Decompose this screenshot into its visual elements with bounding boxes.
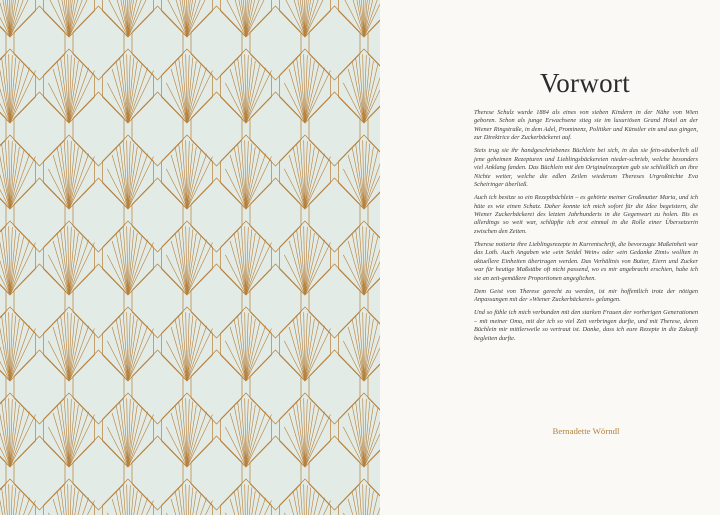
pattern-line [10, 240, 30, 295]
pattern-line [187, 412, 207, 467]
pattern-hexagon [368, 436, 380, 510]
pattern-hexagon [73, 264, 124, 338]
pattern-line [0, 491, 10, 515]
pattern-hexagon [132, 178, 183, 252]
pattern-line [246, 240, 266, 295]
pattern-line [175, 147, 187, 209]
pattern-line [107, 83, 128, 123]
pattern-line [10, 323, 24, 381]
pattern-line [128, 485, 130, 515]
pattern-line [187, 485, 189, 515]
pattern-line [69, 409, 83, 467]
pattern-line [364, 0, 380, 37]
pattern-line [293, 61, 305, 123]
pattern-hexagon [132, 436, 183, 510]
pattern-line [284, 169, 305, 209]
pattern-line [293, 319, 305, 381]
pattern-hexagon [309, 350, 360, 424]
pattern-line [364, 323, 378, 381]
pattern-line [305, 326, 325, 381]
pattern-line [225, 427, 246, 467]
pattern-hexagon [73, 178, 124, 252]
paragraph: Stets trug sie ihr handgeschriebenes Büchlein bei sich, in das sie fein-säuberlich all jene geheimen Rezepturen und Lieblingsbäckereien nieder-schrieb, welche besonders viel Anklang fanden. Das Büchlein mit den Originalrezepten gab sie schließlich an ihre Nichte weiter, welche die edlen Zeilen wiederum Thereses Urgroßnichte Eva Scheiringer überließ. [474, 147, 698, 189]
pattern-line [69, 0, 95, 37]
pattern-line [10, 488, 16, 515]
pattern-line [363, 484, 364, 515]
pattern-line [69, 68, 89, 123]
pattern-hexagon [132, 264, 183, 338]
pattern-hexagon [250, 350, 301, 424]
pattern-line [225, 83, 246, 123]
pattern-line [9, 484, 10, 515]
pattern-line [305, 0, 331, 37]
pattern-line [187, 65, 201, 123]
pattern-line [166, 341, 187, 381]
pattern-line [10, 409, 24, 467]
pattern-line [305, 154, 325, 209]
pattern-line [305, 151, 319, 209]
pattern-hexagon [14, 350, 65, 424]
pattern-line [246, 323, 260, 381]
pattern-hexagon [368, 350, 380, 424]
pattern-line [128, 151, 142, 209]
pattern-hexagon [250, 6, 301, 80]
pattern-hexagon [73, 6, 124, 80]
pattern-line [48, 427, 69, 467]
pattern-line [305, 488, 311, 515]
pattern-line [305, 240, 325, 295]
page-title: Vorwort [539, 68, 631, 98]
pattern-line [352, 61, 364, 123]
pattern-line [284, 341, 305, 381]
pattern-line [127, 484, 128, 515]
pattern-line [57, 147, 69, 209]
pattern-line [128, 409, 142, 467]
pattern-line [116, 61, 128, 123]
pattern-line [364, 237, 378, 295]
pattern-line [69, 237, 83, 295]
pattern-hexagon [368, 264, 380, 338]
pattern-line [107, 427, 128, 467]
pattern-line [68, 484, 69, 515]
paragraph: Dem Geist von Therese gerecht zu werden, ist mir hoffentlich trotz der nötigen Anpassungen mit der »Wiener Zuckerbäckerei« gelangen. [474, 287, 698, 304]
pattern-line [293, 491, 305, 515]
pattern-line [10, 151, 24, 209]
pattern-line [364, 151, 378, 209]
pattern-line [305, 409, 319, 467]
pattern-line [364, 501, 380, 515]
pattern-line [343, 255, 364, 295]
pattern-line [57, 61, 69, 123]
pattern-line [175, 491, 187, 515]
pattern-line [284, 427, 305, 467]
pattern-hexagon [162, 479, 213, 515]
pattern-line [57, 233, 69, 295]
pattern-line [246, 237, 260, 295]
foreword-body [474, 109, 698, 348]
pattern-line [305, 412, 325, 467]
pattern-hexagon [191, 436, 242, 510]
pattern-line [225, 255, 246, 295]
pattern-line [69, 151, 83, 209]
pattern-hexagon [191, 92, 242, 166]
pattern-line [166, 169, 187, 209]
pattern-line [293, 147, 305, 209]
pattern-line [166, 83, 187, 123]
pattern-line [246, 65, 260, 123]
pattern-hexagon [14, 178, 65, 252]
pattern-hexagon [309, 178, 360, 252]
pattern-line [352, 319, 364, 381]
pattern-line [352, 233, 364, 295]
pattern-line [10, 237, 24, 295]
pattern-line [343, 427, 364, 467]
pattern-line [246, 68, 266, 123]
pattern-hexagon [368, 6, 380, 80]
pattern-line [246, 485, 248, 515]
pattern-hexagon [73, 436, 124, 510]
pattern-line [284, 83, 305, 123]
pattern-line [69, 154, 89, 209]
pattern-line [69, 240, 89, 295]
pattern-line [234, 405, 246, 467]
pattern-hexagon [221, 479, 272, 515]
pattern-line [116, 233, 128, 295]
pattern-line [234, 491, 246, 515]
pattern-line [305, 68, 325, 123]
pattern-line [116, 319, 128, 381]
pattern-line [57, 319, 69, 381]
pattern-line [10, 65, 24, 123]
pattern-line [10, 68, 30, 123]
pattern-line [246, 412, 266, 467]
pattern-line [234, 319, 246, 381]
pattern-hexagon [132, 92, 183, 166]
pattern-line [225, 341, 246, 381]
pattern-line [352, 405, 364, 467]
pattern-hexagon [309, 264, 360, 338]
pattern-hexagon [103, 479, 154, 515]
pattern-line [305, 237, 319, 295]
pattern-line [187, 409, 201, 467]
pattern-line [234, 233, 246, 295]
paragraph: Therese Schulz wurde 1884 als eines von sieben Kindern in der Nähe von Wien geboren. Schon als junge Erwachsene stieg sie im luxuriösen Grand Hotel an der Wiener Ringstraße, in dem Adel, Prominenz, Politiker und Künstler ein und aus gingen, zur Direktrice der Zuckerbäckerei auf. [474, 109, 698, 142]
pattern-hexagon [191, 264, 242, 338]
pattern-line [128, 323, 142, 381]
pattern-hexagon [73, 350, 124, 424]
pattern-line [246, 0, 272, 37]
author-signature: Bernadette Wörndl [552, 426, 620, 436]
pattern-line [128, 240, 148, 295]
pattern-line [234, 147, 246, 209]
pattern-line [69, 326, 89, 381]
pattern-line [10, 326, 30, 381]
pattern-line [293, 233, 305, 295]
pattern-line [128, 154, 148, 209]
pattern-line [48, 341, 69, 381]
paragraph: Auch ich besitze so ein Rezeptbüchlein – es gehörte meiner Großmutter Maria, und ich hüte es wie einen Schatz. Daher konnte ich mich sofort für die Idee begeistern, die Wiener Zuckerbäckerei des letzten Jahrhunderts in die Gegenwart zu holen. Bis es allerdings so weit war, schlüpfte ich erst einmal in die Rolle einer Übersetzerin zwischen den Zeiten. [474, 194, 698, 235]
pattern-line [187, 237, 201, 295]
pattern-hexagon [309, 6, 360, 80]
pattern-hexagon [280, 479, 331, 515]
pattern-line [187, 326, 207, 381]
pattern-hexagon [191, 6, 242, 80]
pattern-hexagon [191, 350, 242, 424]
pattern-line [10, 412, 30, 467]
pattern-hexagon [132, 6, 183, 80]
pattern-line [305, 485, 307, 515]
pattern-hexagon [44, 479, 95, 515]
pattern-hexagon [309, 436, 360, 510]
pattern-hexagon [368, 178, 380, 252]
pattern-line [48, 83, 69, 123]
pattern-line [107, 255, 128, 295]
pattern-hexagon [14, 6, 65, 80]
pattern-line [10, 0, 36, 37]
pattern-line [69, 323, 83, 381]
pattern-line [107, 341, 128, 381]
paragraph: Therese notierte ihre Lieblingsrezepte in Kurrentschrift, die bevorzugte Maßeinheit war das Loth. Auch Angaben wie »ein Seidel Wein« oder »ein Gedanke Zimt« wollten in aktuellere Einheiten übertragen werden. Das Verhältnis von Butter, Eiern und Zucker war für heutige Maßstäbe oft nicht passend, wo es mir angebracht erschien, habe ich sie an zeit-gemäßere Proportionen angeglichen. [474, 240, 698, 282]
pattern-line [116, 147, 128, 209]
pattern-line [225, 169, 246, 209]
pattern-line [128, 412, 148, 467]
pattern-hexagon [14, 264, 65, 338]
pattern-hexagon [250, 264, 301, 338]
pattern-hexagon [132, 350, 183, 424]
pattern-line [364, 485, 366, 515]
pattern-line [305, 323, 319, 381]
pattern-line [57, 491, 69, 515]
pattern-line [69, 412, 89, 467]
pattern-line [187, 68, 207, 123]
pattern-line [246, 488, 252, 515]
pattern-line [116, 491, 128, 515]
pattern-line [107, 169, 128, 209]
pattern-line [343, 341, 364, 381]
pattern-line [187, 154, 207, 209]
pattern-line [245, 484, 246, 515]
pattern-line [187, 323, 201, 381]
pattern-line [246, 151, 260, 209]
pattern-line [364, 488, 370, 515]
pattern-line [187, 240, 207, 295]
pattern-line [48, 169, 69, 209]
pattern-hexagon [250, 178, 301, 252]
pattern-line [175, 319, 187, 381]
pattern-line [352, 491, 364, 515]
pattern-hexagon [191, 178, 242, 252]
pattern-line [343, 169, 364, 209]
pattern-line [343, 83, 364, 123]
pattern-line [128, 65, 142, 123]
pattern-hexagon [309, 92, 360, 166]
pattern-line [69, 65, 83, 123]
pattern-line [128, 0, 154, 37]
pattern-line [166, 255, 187, 295]
pattern-line [175, 233, 187, 295]
pattern-line [364, 65, 378, 123]
pattern-line [186, 484, 187, 515]
pattern-hexagon [14, 436, 65, 510]
pattern-line [352, 147, 364, 209]
pattern-line [166, 427, 187, 467]
pattern-line [187, 0, 213, 37]
pattern-line [364, 409, 378, 467]
pattern-line [175, 405, 187, 467]
pattern-hexagon [73, 92, 124, 166]
pattern-line [187, 488, 193, 515]
pattern-line [293, 405, 305, 467]
pattern-line [116, 405, 128, 467]
pattern-hexagon [368, 92, 380, 166]
pattern-hexagon [339, 479, 381, 515]
pattern-line [246, 409, 260, 467]
pattern-hexagon [14, 92, 65, 166]
pattern-line [69, 488, 75, 515]
pattern-line [69, 485, 71, 515]
pattern-line [128, 326, 148, 381]
pattern-line [128, 488, 134, 515]
pattern-line [246, 154, 266, 209]
pattern-line [305, 65, 319, 123]
pattern-line [10, 485, 12, 515]
pattern-line [187, 151, 201, 209]
pattern-line [57, 405, 69, 467]
pattern-line [304, 484, 305, 515]
pattern-line [128, 237, 142, 295]
pattern-line [128, 68, 148, 123]
pattern-line [284, 255, 305, 295]
pattern-hexagon [250, 92, 301, 166]
pattern-line [234, 61, 246, 123]
paragraph: Und so fühle ich mich verbunden mit den starken Frauen der vorherigen Generationen – mit meiner Oma, mit der ich so viel Zeit verbringen durfte, und mit Therese, deren Büchlein mir mittlerweile so vertraut ist. Danke, dass ich eure Rezepte in die Zukunft begleiten durfte. [474, 309, 698, 342]
pattern-hexagon [250, 436, 301, 510]
pattern-line [175, 61, 187, 123]
pattern-line [48, 255, 69, 295]
pattern-line [246, 326, 266, 381]
pattern-line [10, 154, 30, 209]
